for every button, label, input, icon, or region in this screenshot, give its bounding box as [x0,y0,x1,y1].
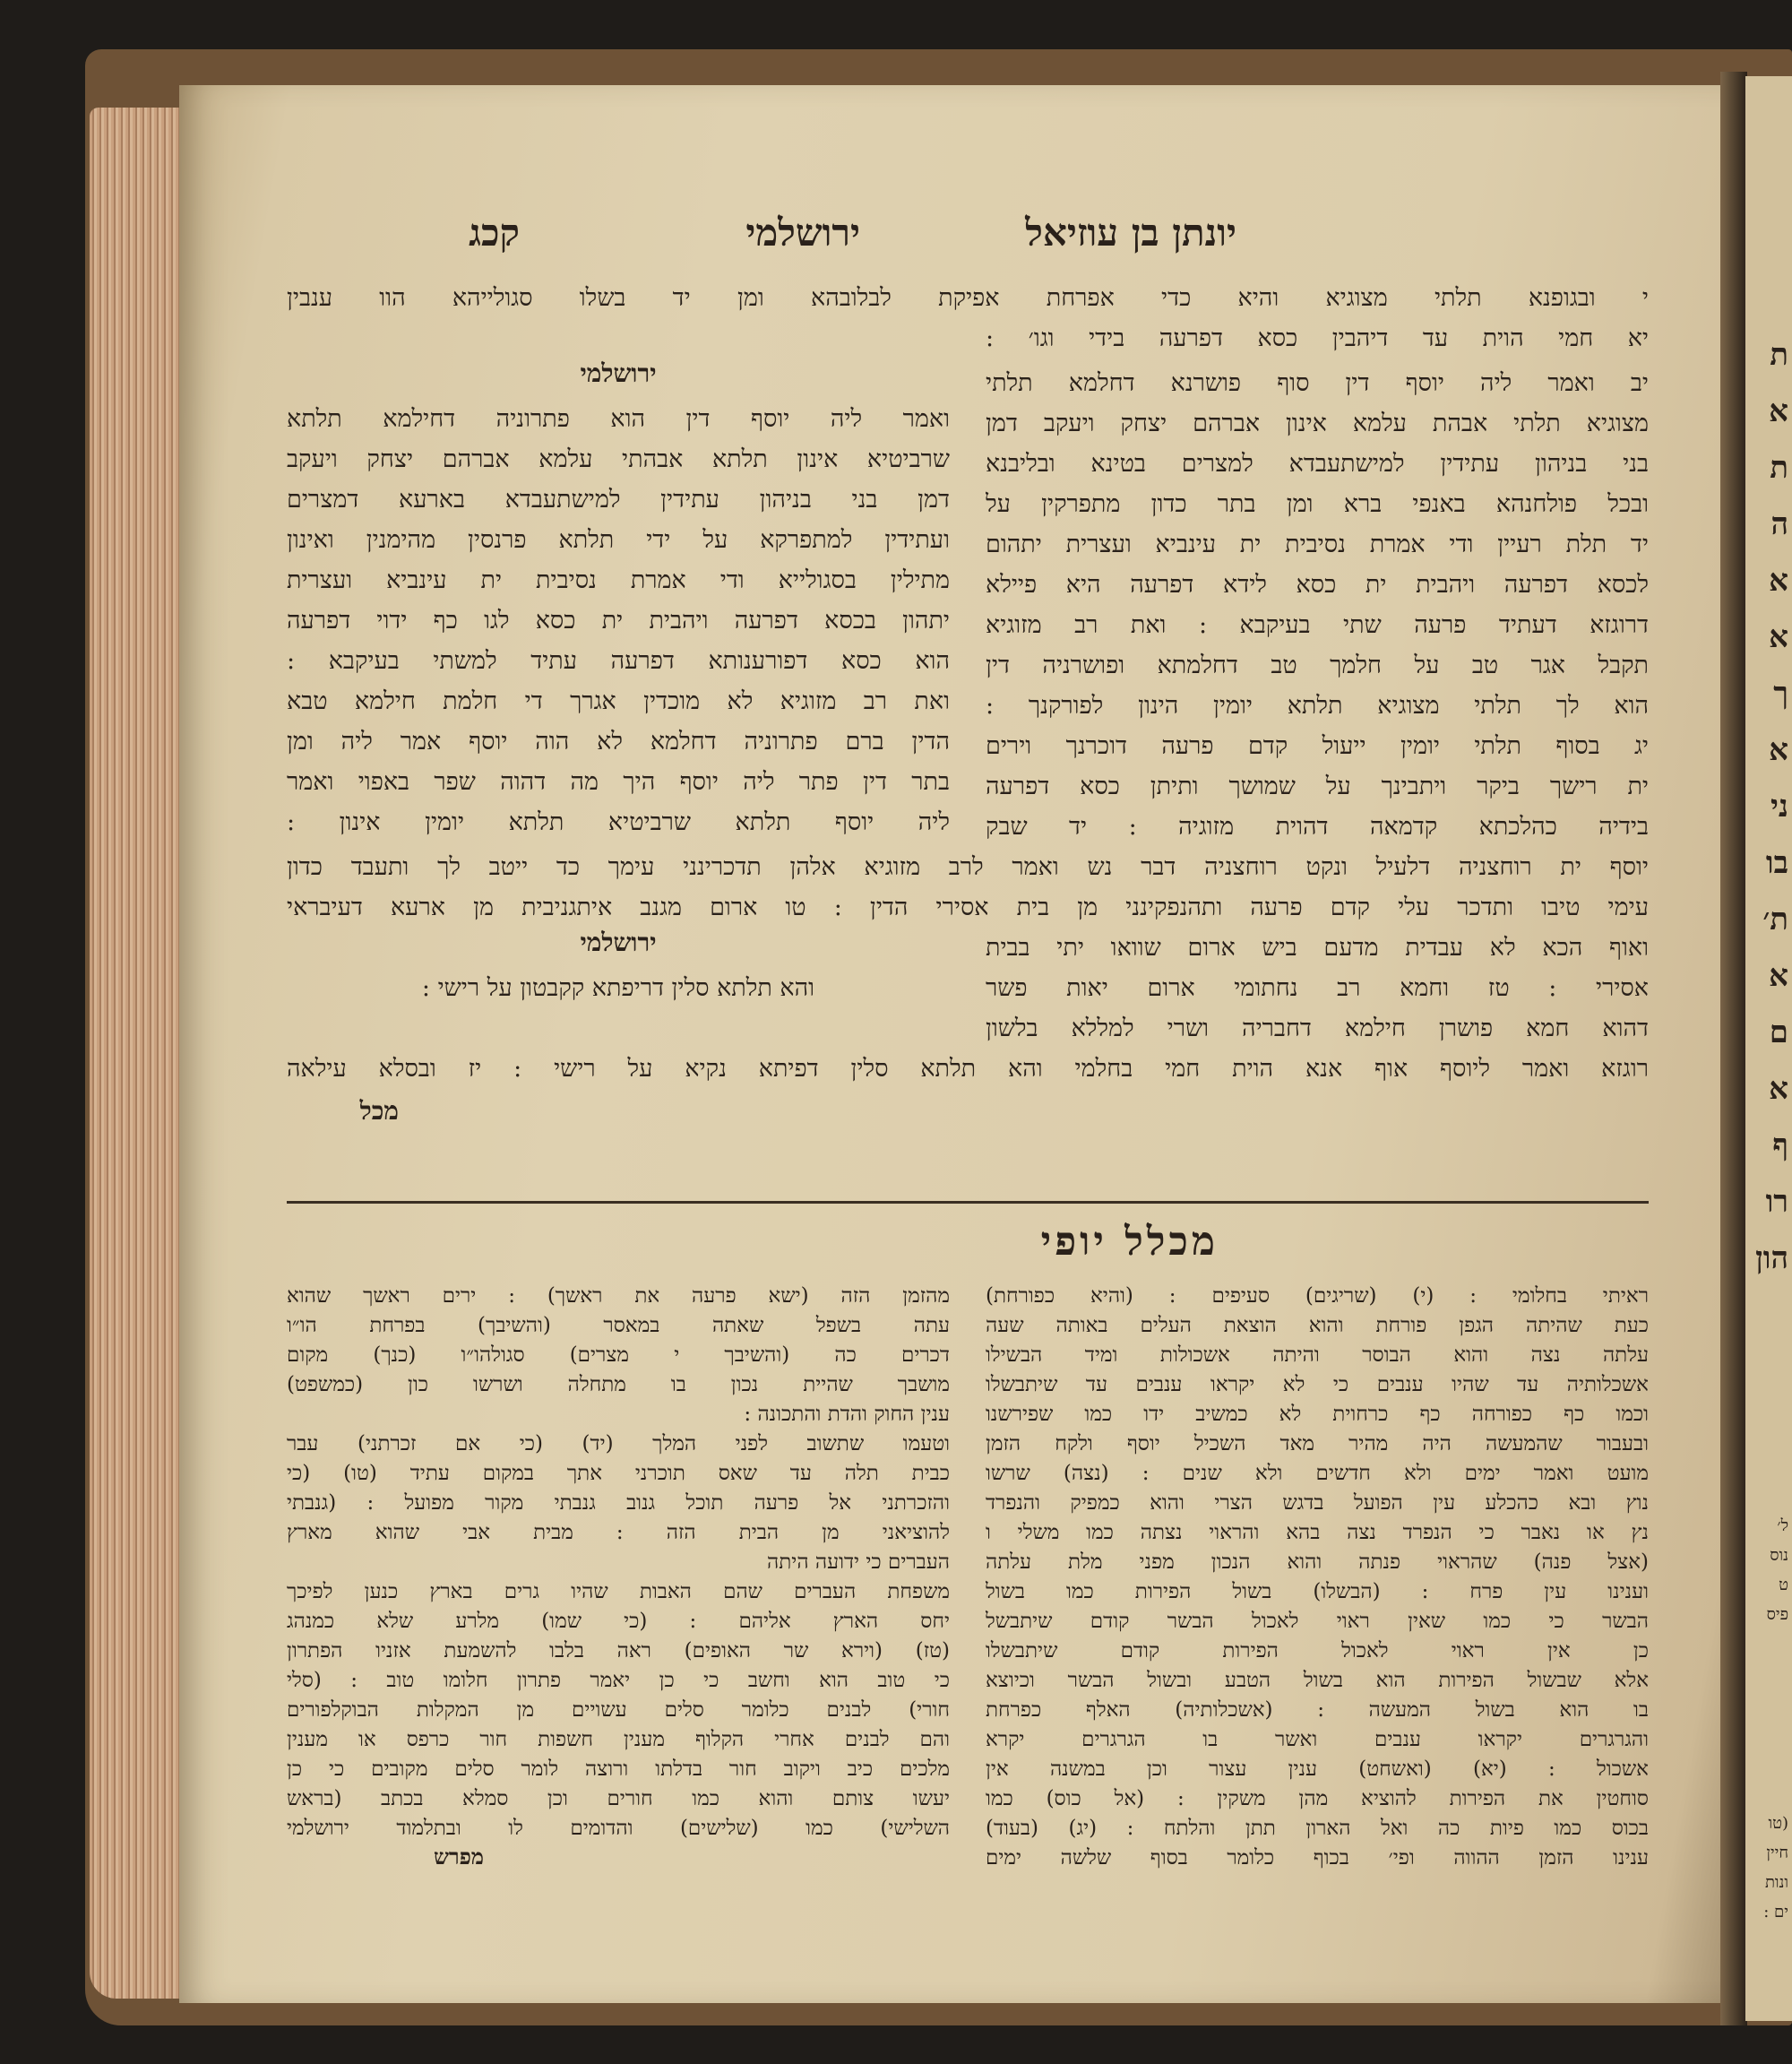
targum-line: רוגזא ואמר ליוסף אוף אנא הוית חמי בחלמי והא תלתא סלין דפיתא נקיא על רישי : יז ובסלא עילאה [287,1055,1649,1083]
commentary-line: נץ או נאבר כי הנפרד נצה בהא והראוי נצתה כמו משלי ו [986,1521,1649,1544]
commentary-line: בו הוא בשול המעשה : (אשכלותיה) האלף כפרחת [986,1698,1649,1722]
yerushalmi-line: יתהון בכסא דפרעה ויהבית ית כסא לגו כף ידוי דפרעה [287,607,950,635]
yerushalmi-line: ליה יוסף תלתא שרביטיא תלתא יומין אינון : [287,808,950,836]
facing-page-glyph: ה [1770,506,1788,542]
commentary-line: יחס הארץ אליהם : (כי שמו) מלרע שלא כמנהג [287,1610,950,1633]
targum-line: יוסף ית רוחצניה דלעיל ונקט רוחצניה דבר נש ואמר לרב מזוגיא אלהן תדכרינני עימך כד ייטב לך ותעבד כדון [287,853,1649,881]
page-edges [90,108,193,1999]
facing-page-glyph: נוס [1770,1546,1788,1565]
targum-line: ואוף הכא לא עבדית מדעם ביש ארום שוואו יתי בבית [986,934,1649,962]
commentary-line: (אצל פנה) שהראוי פנתה והוא הנכון מפני מלת עלתה [986,1550,1649,1574]
commentary-line: העברים כי ידועה היתה [767,1550,950,1574]
commentary-signature: מפרש [433,1844,484,1870]
commentary-line: (טז) (וירא שר האופים) ראה בלבו להשמעת אזניו הפתרון [287,1639,950,1662]
targum-line: ית רישך ביקר ויתבינך על שמושך ותיתן כסא דפרעה [986,773,1649,800]
commentary-line: השלישי) כמו (שלישים) והדומים לו ובתלמוד ירושלמי [287,1817,950,1840]
commentary-line: סוחטין את הפירות להוציא מהן משקין : (אל כוס) כמו [986,1787,1649,1810]
facing-page-glyph: ים : [1763,1903,1788,1922]
commentary-line: משפחת העברים שהם האבות שהיו גרים בארץ כנען לפיכך [287,1580,950,1603]
yerushalmi-line: ואמר ליה יוסף דין הוא פתרוניה דחילמא תלתא [287,405,950,433]
targum-line: י ובגופנא תלתי מצוגיא והיא כדי אפרחת אפיקת לבלובהא ומן יד בשלו סגולייהא הוו ענבין [287,284,1649,312]
commentary-line: יעשו צותם והוא כמו חורים וכן סמלא בכתב (בראש [287,1787,950,1810]
commentary-line: והם לבנים אחרי הקלוף מענין חשפות חור כרפס או מענין [287,1728,950,1751]
commentary-line: כעת שהיתה הגפן פורחת והוא הוצאת העלים באותה שעה [986,1314,1649,1337]
commentary-line: מלכים כיב ויקוב חור בדלתו ורוצה לומר סלים מקובים כי כן [287,1757,950,1781]
facing-page-glyph: ת [1770,450,1788,486]
targum-line: בני בניהון עתידין למישתעבדא למצרים בטינא ובליבנא [986,450,1649,478]
commentary-line: ענינו הזמן ההווה ופי׳ בכוף כלומר בסוף שלשה ימים [986,1846,1649,1870]
commentary-line: חורי) לבנים כלומר סלים עשויים מן המקלות הבוקלפורים [287,1698,950,1722]
commentary-line: הבשר כי כמו שאין ראוי לאכול הבשר קודם שיתבשל [986,1610,1649,1633]
facing-page-glyph: א [1769,563,1788,599]
targum-line: לכסא דפרעה ויהבית ית כסא לידא דפרעה היא פיילא [986,571,1649,599]
facing-page-glyph: (טו [1768,1814,1788,1833]
targum-line: מצוגיא תלתי אבהת עלמא אינון אברהם יצחק ויעקב דמן [986,410,1649,437]
facing-page-glyph: בו [1765,845,1788,881]
commentary-line: להוציאני מן הבית הזה : מבית אבי שהוא מארץ [287,1521,950,1544]
commentary-line: כבית תלה עד שאס תוכרני אתך במקום עתיד (טו) (כי [287,1462,950,1485]
commentary-line: כן אין ראוי לאכול הפירות קודם שיתבשלו [986,1639,1649,1662]
commentary-line: והזכרתני אל פרעה תוכל גנוב גנבתי מקור מפועל : (גנבתי [287,1491,950,1515]
commentary-line: ובעבור שהמעשה היה מהיר מאד השכיל יוסף ולקח הזמן [986,1432,1649,1455]
facing-page-glyph: ם [1769,1015,1788,1050]
commentary-line: כי טוב הוא וחשב כי כן יאמר פתרון חלומו טוב : (סלי [287,1669,950,1692]
yerushalmi-line: מתילין בסגולייא ודי אמרת נסיבית ית עינביא ועצרית [287,566,950,594]
commentary-line: אשכול : (יא) (ואשחט) ענין עצור וכן במשנה אין [986,1757,1649,1781]
commentary-line: וכמו כף כפורחה כף כרחוית לא כמשיב ידו כמו שפירשנו [986,1403,1649,1426]
facing-page-glyph: רו [1765,1184,1788,1220]
commentary-line: ענין החוק והדת והתכונה : [744,1403,950,1426]
yerushalmi-heading: ירושלמי [580,928,657,957]
targum-line: עימי טיבו ותדכר עלי קדם פרעה ותהנפקינני מן בית אסירי הדין : טו ארום מגנב איתגניבית מן ארעא דעיבראי [287,894,1649,921]
commentary-line: דכרים כה (והשיבך י מצרים) סגולהו״ו (כנך) מקום [287,1343,950,1367]
commentary-line: נוץ ובא כהכלע עין הפועל בדגש הצרי והוא כמפיק והנפרד [986,1491,1649,1515]
targum-line: ובכל פולחנהא באנפי ברא ומן בתר כדון מתפרקין על [986,490,1649,518]
targum-line: יד תלת רעיין ודי אמרת נסיבית ית עינביא ועצרית יתהום [986,531,1649,558]
facing-page-glyph: ונות [1764,1873,1788,1892]
targum-line: דהוא חמא פושרן חילמא דחבריה ושרי למללא בלשון [986,1015,1649,1042]
commentary-line: וטעמו שתשוב לפני המלך (יד) (כי אם זכרתני) עבר [287,1432,950,1455]
facing-page-glyph: א [1769,732,1788,768]
commentary-line: עלתה נצה והוא הבוסר והיתה אשכולות ומיד הבשילו [986,1343,1649,1367]
commentary-line: עתה בשפל שאתה במאסר (והשיבך) בפרחת הו״ו [287,1314,950,1337]
targum-line: תקבל אגר טב על חלמך טב דחלמתא ופושרניה דין [986,652,1649,679]
facing-page-glyph: ף [1772,1127,1788,1163]
targum-line: הוא לך תלתי מצוגיא תלתא יומין הינון לפורקנך : [986,692,1649,720]
facing-page-glyph: ך [1773,676,1788,712]
commentary-line: מועט ואמר ימים ולא חדשים ולא שנים : (נצה) שרשו [986,1462,1649,1485]
commentary-line: אלא שבשול הפירות הוא בשול הטבע ובשול הבשר וכיוצא [986,1669,1649,1692]
facing-page-glyph: א [1769,393,1788,429]
targum-line: יג בסוף תלתי יומין ייעול קדם פרעה דוכרנך וירים [986,732,1649,760]
commentary-line: והגרגרים יקראו ענבים ואשר בו הגרגרים יקרא [986,1728,1649,1751]
catchword: מכל [359,1096,399,1126]
commentary-line: בכוס כמו פיות כה ואל הארון תתן והלתח : (יג) (בעוד) [986,1817,1649,1840]
header-author: יונתן בן עוזיאל [1025,211,1236,255]
section-title: מכלל יופי [1040,1219,1219,1265]
header-title: ירושלמי [745,211,860,255]
targum-line: יא חמי הוית עד דיהבין כסא דפרעה בידי וגו׳ : [986,324,1649,352]
yerushalmi-line: הוא כסא דפורענותא דפרעה עתיד למשתי בעיקבא : [287,647,950,675]
yerushalmi-line: דמן בני בניהון עתידין למישתעבדא בארעא דמצרים [287,486,950,514]
yerushalmi-line: ועתידין למתפרקא על ידי תלתא פרנסין מהימנין ואינון [287,526,950,554]
running-header [233,211,1613,273]
facing-page-glyph: ת׳ [1762,902,1788,937]
facing-page-glyph: ת [1770,337,1788,373]
commentary-line: מהזמן הזה (ישא פרעה את ראשך) : ירים ראשך שהוא [287,1284,950,1308]
targum-line: דרוגזא דעתיד פרעה שתי בעיקבא : ואת רב מזוגיא [986,611,1649,639]
page-number: קכג [469,211,520,255]
facing-page-glyph: א [1769,1071,1788,1107]
facing-page-fragment [1745,76,1792,2021]
commentary-line: וענינו עין פרח : (הבשלו) בשול הפירות כמו בשול [986,1580,1649,1603]
yerushalmi-line: הדין ברם פתרוניה דחלמא לא הוה יוסף אמר ליה ומן [287,728,950,756]
yerushalmi-line: שרביטיא אינון תלתא אבהתי עלמא אברהם יצחק ויעקב [287,445,950,473]
section-rule [287,1201,1649,1204]
yerushalmi-line: ואת רב מזוגיא לא מוכדין אגרך די חלמת חילמא טבא [287,687,950,715]
facing-page-glyph: פיס [1766,1605,1788,1624]
book-page [179,85,1720,2003]
spine-shadow [1720,72,1747,2025]
commentary-line: מושבך שהיית נכון בו מתחלה ושרשו כון (כמשפט) [287,1373,950,1396]
facing-page-glyph: א [1769,619,1788,655]
facing-page-glyph: ני [1770,789,1788,825]
commentary-line: ראיתי בחלומי : (י) (שריגים) סעיפים : (והיא כפורחת) [986,1284,1649,1308]
yerushalmi-line: בתר דין פתר ליה יוסף היך מה דהוה שפר באפוי ואמר [287,768,950,796]
facing-page-glyph: חיין [1766,1844,1788,1862]
yerushalmi-heading: ירושלמי [580,358,657,388]
targum-line: בידיה כהלכתא קדמאה דהוית מזוגיה : יד שבק [986,813,1649,841]
facing-page-glyph: ט [1779,1576,1788,1594]
commentary-line: אשכלותיה עד שהיו ענבים כי לא יקראו ענבים עד שיתבשלו [986,1373,1649,1396]
targum-line: אסירי : טז וחמא רב נחתומי ארום יאות פשר [986,974,1649,1002]
facing-page-glyph: א [1769,958,1788,994]
yerushalmi-line: והא תלתא סלין דריפתא קקבטון על רישי : [421,974,815,1002]
facing-page-glyph: ל׳ [1777,1516,1788,1535]
facing-page-glyph: הון [1755,1240,1788,1276]
targum-line: יב ואמר ליה יוסף דין סוף פושרנא דחלמא תלתי [986,369,1649,397]
